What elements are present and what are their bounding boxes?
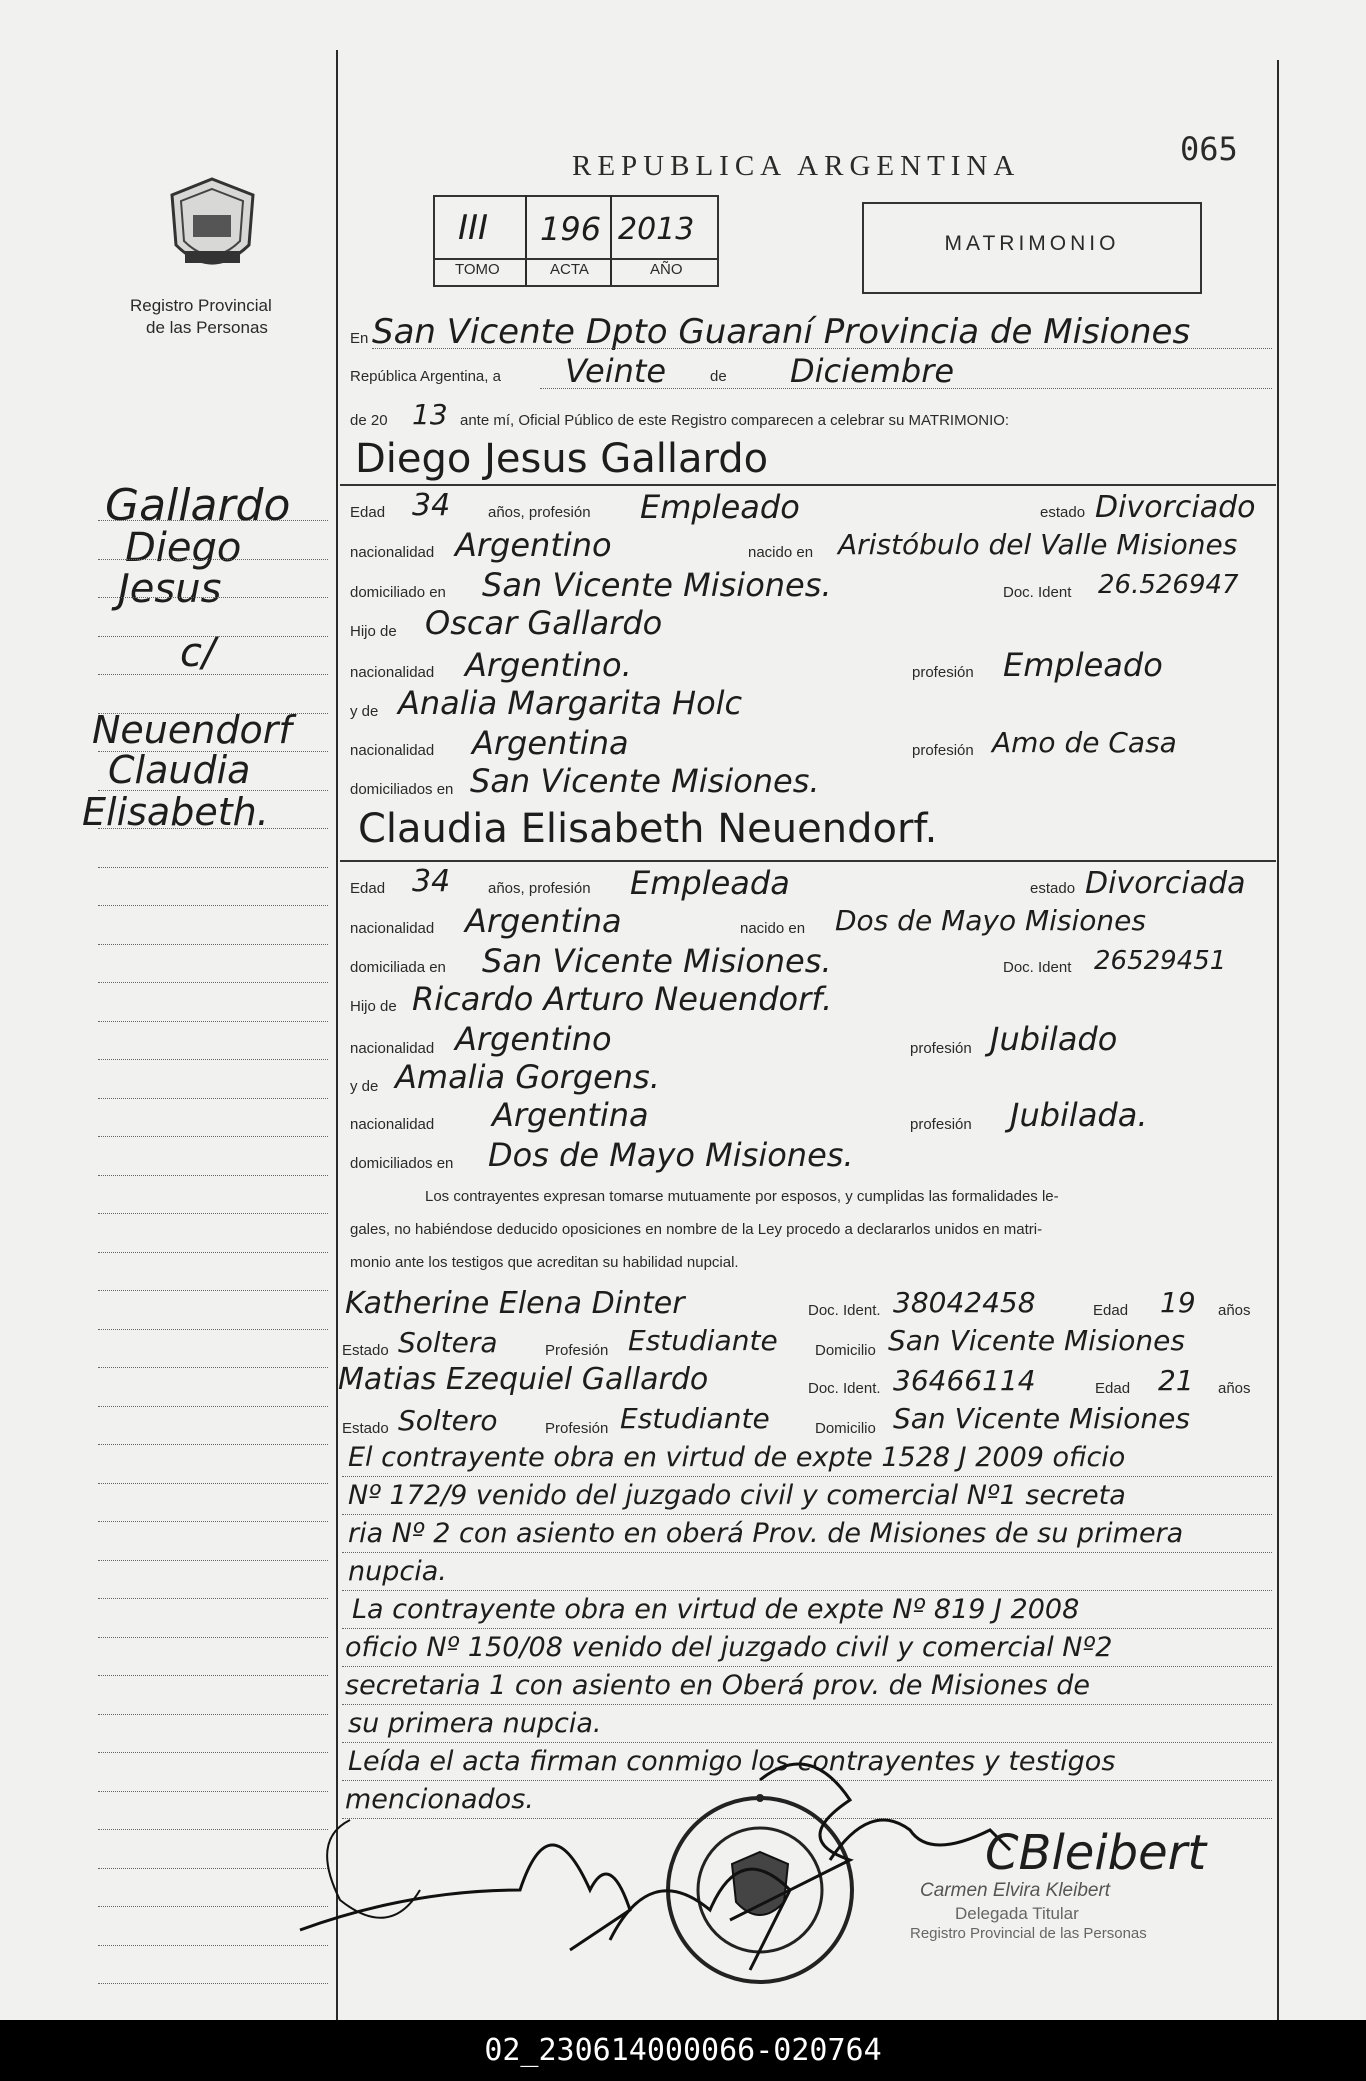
registry-crest-icon	[165, 175, 260, 285]
bride-father: Ricardo Arturo Neuendorf.	[412, 980, 833, 1018]
groom-father-nac: Argentino.	[465, 646, 632, 684]
witness2-name: Matias Ezequiel Gallardo	[338, 1362, 709, 1397]
official-title: Delegada Titular	[955, 1904, 1079, 1923]
witness2-profesion-label: Profesión	[545, 1420, 609, 1437]
groom-mother-prof-label: profesión	[912, 742, 974, 759]
intro-republica-label: República Argentina, a	[350, 368, 501, 385]
note-line2: Nº 172/9 venido del juzgado civil y comercial Nº1 secreta	[348, 1480, 1126, 1511]
witness2-doc-label: Doc. Ident.	[808, 1380, 881, 1397]
official-signature: CBleibert	[985, 1825, 1207, 1881]
margin-note-line7: Elisabeth.	[82, 790, 269, 834]
groom-nacido-label: nacido en	[748, 544, 814, 561]
bride-father-prof: Jubilado	[990, 1020, 1118, 1058]
line-rule	[540, 388, 1272, 389]
note-rule	[342, 1628, 1272, 1629]
witness2-edad: 21	[1158, 1364, 1194, 1397]
bride-nacido: Dos de Mayo Misiones	[835, 904, 1146, 937]
witness2-anos-label: años	[1218, 1380, 1251, 1397]
bride-domicilio-label: domiciliada en	[350, 959, 446, 976]
registry-name-line2: de las Personas	[146, 318, 268, 337]
bride-nacido-label: nacido en	[740, 920, 806, 937]
tomo-value: III	[458, 208, 489, 248]
bride-name-rule	[340, 860, 1276, 862]
margin-rule	[98, 1136, 328, 1137]
intro-place: San Vicente Dpto Guaraní Provincia de Misiones	[372, 312, 1191, 352]
declaration-line1: Los contrayentes expresan tomarse mutuamente por esposos, y cumplidas las formalidades le-	[425, 1188, 1059, 1205]
groom-edad: 34	[412, 488, 451, 523]
bride-doc-label: Doc. Ident	[1003, 959, 1072, 976]
record-id-label-rule	[433, 258, 718, 260]
bride-parents-dom-label: domiciliados en	[350, 1155, 454, 1172]
bride-doc: 26529451	[1094, 946, 1227, 976]
groom-profesion: Empleado	[640, 488, 800, 526]
bride-edad: 34	[412, 864, 451, 899]
note-line9: Leída el acta firman conmigo los contrayentes y testigos	[348, 1746, 1116, 1777]
acta-value: 196	[540, 210, 602, 248]
groom-father-nac-label: nacionalidad	[350, 664, 435, 681]
bride-edad-label: Edad	[350, 880, 386, 897]
bride-mother: Amalia Gorgens.	[395, 1058, 660, 1096]
margin-rule	[98, 1252, 328, 1253]
declaration-line2: gales, no habiéndose deducido oposiciones en nombre de la Ley procedo a declararlos unidos en matri-	[350, 1221, 1043, 1238]
bride-estado-label: estado	[1030, 880, 1076, 897]
bride-mother-prof: Jubilada.	[1010, 1096, 1148, 1134]
margin-note-line2: Diego	[125, 525, 242, 571]
bride-mother-nac: Argentina	[492, 1096, 649, 1134]
bride-mother-prof-label: profesión	[910, 1116, 972, 1133]
declaration-line3: monio ante los testigos que acreditan su habilidad nupcial.	[350, 1254, 739, 1271]
witness1-name: Katherine Elena Dinter	[345, 1286, 685, 1321]
witness1-profesion: Estudiante	[628, 1324, 778, 1357]
note-rule	[342, 1552, 1272, 1553]
groom-mother-nac: Argentina	[472, 724, 629, 762]
official-office: Registro Provincial de las Personas	[910, 1925, 1147, 1942]
signatures-scribble	[290, 1740, 1050, 1980]
margin-rule	[98, 1098, 328, 1099]
bride-estado: Divorciada	[1085, 866, 1246, 901]
note-rule	[342, 1514, 1272, 1515]
groom-name: Diego Jesus Gallardo	[355, 436, 769, 482]
note-rule	[342, 1666, 1272, 1667]
margin-rule	[98, 674, 328, 675]
intro-en-label: En	[350, 330, 369, 347]
margin-rule	[98, 982, 328, 983]
bride-mother-nac-label: nacionalidad	[350, 1116, 435, 1133]
groom-doc: 26.526947	[1098, 570, 1239, 600]
note-rule	[342, 1476, 1272, 1477]
note-line1: El contrayente obra en virtud de expte 1528 J 2009 oficio	[348, 1442, 1126, 1473]
groom-nacido: Aristóbulo del Valle Misiones	[838, 528, 1238, 561]
groom-domicilio-label: domiciliado en	[350, 584, 446, 601]
margin-rule	[98, 1367, 328, 1368]
intro-day: Veinte	[565, 352, 667, 390]
groom-parents-dom: San Vicente Misiones.	[470, 762, 820, 800]
bride-hijo-label: Hijo de	[350, 998, 397, 1015]
groom-doc-label: Doc. Ident	[1003, 584, 1072, 601]
note-line8: su primera nupcia.	[348, 1708, 602, 1739]
groom-estado: Divorciado	[1095, 490, 1256, 525]
groom-domicilio: San Vicente Misiones.	[482, 566, 832, 604]
note-line5: La contrayente obra en virtud de expte Nº 819 J 2008	[352, 1594, 1080, 1625]
note-line3: ria Nº 2 con asiento en oberá Prov. de Misiones de su primera	[348, 1518, 1184, 1549]
witness2-profesion: Estudiante	[620, 1402, 770, 1435]
groom-parents-dom-label: domiciliados en	[350, 781, 454, 798]
bride-yde-label: y de	[350, 1078, 379, 1095]
margin-rule	[98, 1521, 328, 1522]
right-column-border	[1277, 60, 1279, 2020]
witness1-domicilio-label: Domicilio	[815, 1342, 876, 1359]
record-id-divider	[525, 195, 527, 285]
witness2-edad-label: Edad	[1095, 1380, 1131, 1397]
witness1-edad: 19	[1160, 1286, 1196, 1319]
groom-mother: Analia Margarita Holc	[398, 684, 743, 722]
intro-year-prefix: de 20	[350, 412, 388, 429]
margin-note-line4: c/	[180, 630, 216, 676]
margin-rule	[98, 828, 328, 829]
bride-domicilio: San Vicente Misiones.	[482, 942, 832, 980]
margin-rule	[98, 1059, 328, 1060]
note-line6: oficio Nº 150/08 venido del juzgado civil y comercial Nº2	[345, 1632, 1113, 1663]
witness1-profesion-label: Profesión	[545, 1342, 609, 1359]
acta-label: ACTA	[550, 261, 589, 278]
margin-rule	[98, 905, 328, 906]
witness2-estado-label: Estado	[342, 1420, 389, 1437]
witness1-edad-label: Edad	[1093, 1302, 1129, 1319]
margin-rule	[98, 1175, 328, 1176]
groom-father: Oscar Gallardo	[425, 604, 663, 642]
groom-father-prof: Empleado	[1003, 646, 1163, 684]
witness1-estado: Soltera	[398, 1326, 498, 1359]
intro-de-label: de	[710, 368, 727, 385]
groom-estado-label: estado	[1040, 504, 1086, 521]
bride-father-prof-label: profesión	[910, 1040, 972, 1057]
registry-name-line1: Registro Provincial	[130, 296, 272, 315]
bride-profesion: Empleada	[630, 864, 790, 902]
left-column-border	[336, 50, 338, 2020]
margin-rule	[98, 944, 328, 945]
margin-rule	[98, 790, 328, 791]
margin-rule	[98, 713, 328, 714]
margin-note-line3: Jesus	[118, 566, 222, 612]
margin-rule	[98, 1021, 328, 1022]
margin-rule	[98, 1637, 328, 1638]
witness2-doc: 36466114	[893, 1364, 1036, 1397]
margin-rule	[98, 597, 328, 598]
line-rule	[372, 348, 1272, 349]
intro-year-suffix: 13	[412, 398, 448, 431]
anio-value: 2013	[618, 212, 695, 247]
document-code-footer: 02_230614000066-020764	[0, 2020, 1366, 2081]
margin-rule	[98, 1675, 328, 1676]
margin-rule	[98, 1598, 328, 1599]
anio-label: AÑO	[650, 261, 683, 278]
margin-rule	[98, 1483, 328, 1484]
witness2-domicilio: San Vicente Misiones	[893, 1402, 1190, 1435]
margin-rule	[98, 1213, 328, 1214]
witness1-doc-label: Doc. Ident.	[808, 1302, 881, 1319]
groom-nacionalidad-label: nacionalidad	[350, 544, 435, 561]
margin-note-line5: Neuendorf	[92, 708, 292, 752]
intro-month: Diciembre	[790, 352, 955, 390]
witness1-doc: 38042458	[893, 1286, 1036, 1319]
bride-anos-label: años, profesión	[488, 880, 591, 897]
groom-anos-label: años, profesión	[488, 504, 591, 521]
groom-yde-label: y de	[350, 703, 379, 720]
margin-rule	[98, 1329, 328, 1330]
witness2-estado: Soltero	[398, 1404, 498, 1437]
official-name: Carmen Elvira Kleibert	[920, 1880, 1111, 1901]
tomo-label: TOMO	[455, 261, 500, 278]
margin-rule	[98, 559, 328, 560]
bride-parents-dom: Dos de Mayo Misiones.	[488, 1136, 854, 1174]
record-id-divider	[610, 195, 612, 285]
groom-edad-label: Edad	[350, 504, 386, 521]
margin-rule	[98, 751, 328, 752]
intro-ante-text: ante mí, Oficial Público de este Registro comparecen a celebrar su MATRIMONIO:	[460, 412, 1010, 429]
margin-rule	[98, 1714, 328, 1715]
margin-note-line6: Claudia	[108, 748, 251, 792]
bride-father-nac: Argentino	[455, 1020, 612, 1058]
bride-nacionalidad-label: nacionalidad	[350, 920, 435, 937]
witness1-anos-label: años	[1218, 1302, 1251, 1319]
groom-mother-nac-label: nacionalidad	[350, 742, 435, 759]
groom-father-prof-label: profesión	[912, 664, 974, 681]
note-line7: secretaria 1 con asiento en Oberá prov. de Misiones de	[345, 1670, 1091, 1701]
note-line10: mencionados.	[345, 1784, 534, 1815]
witness1-domicilio: San Vicente Misiones	[888, 1324, 1185, 1357]
witness1-estado-label: Estado	[342, 1342, 389, 1359]
bride-nacionalidad: Argentina	[465, 902, 622, 940]
record-type: MATRIMONIO	[944, 232, 1120, 255]
bride-father-nac-label: nacionalidad	[350, 1040, 435, 1057]
groom-nacionalidad: Argentino	[455, 526, 612, 564]
groom-name-rule	[340, 484, 1276, 486]
margin-rule	[98, 867, 328, 868]
page-number: 065	[1180, 130, 1238, 168]
margin-rule	[98, 1983, 328, 1984]
margin-note-line1: Gallardo	[105, 480, 291, 531]
bride-name: Claudia Elisabeth Neuendorf.	[358, 806, 938, 852]
margin-rule	[98, 1444, 328, 1445]
groom-hijo-label: Hijo de	[350, 623, 397, 640]
note-rule	[342, 1590, 1272, 1591]
margin-rule	[98, 1290, 328, 1291]
country-heading: REPUBLICA ARGENTINA	[572, 150, 1021, 182]
margin-rule	[98, 1560, 328, 1561]
groom-mother-prof: Amo de Casa	[992, 726, 1177, 759]
note-line4: nupcia.	[348, 1556, 447, 1587]
margin-rule	[98, 1406, 328, 1407]
witness2-domicilio-label: Domicilio	[815, 1420, 876, 1437]
margin-rule	[98, 520, 328, 521]
margin-rule	[98, 636, 328, 637]
note-rule	[342, 1704, 1272, 1705]
